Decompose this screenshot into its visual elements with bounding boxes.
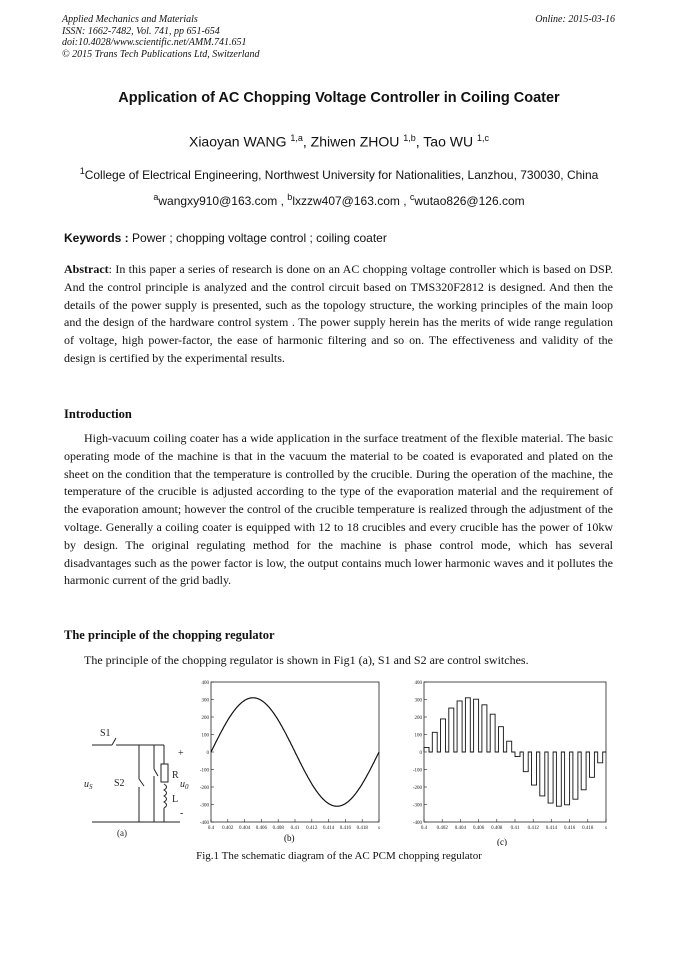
y-tick-label: -100 bbox=[412, 768, 422, 774]
author-name: Xiaoyan WANG bbox=[188, 133, 291, 150]
series-line bbox=[211, 698, 379, 807]
x-tick-label: 0.406 bbox=[255, 826, 268, 831]
y-tick-label: 0 bbox=[419, 751, 422, 756]
x-tick-label: 0.418 bbox=[582, 826, 594, 831]
plot-c bbox=[413, 681, 607, 831]
panel-c-label: (c) bbox=[497, 837, 507, 846]
series-line bbox=[424, 698, 606, 806]
journal-header bbox=[62, 14, 260, 60]
x-tick-label: s bbox=[605, 826, 607, 831]
plot-b bbox=[200, 681, 380, 831]
switch-s1-label: S1 bbox=[100, 728, 111, 739]
x-tick-label: 0.41 bbox=[510, 826, 520, 831]
x-tick-label: 0.414 bbox=[322, 826, 335, 831]
figure-caption: Fig.1 The schematic diagram of the AC PCM chopping regulator bbox=[196, 850, 482, 862]
author-sup: 1,a bbox=[290, 133, 303, 143]
x-tick-label: s bbox=[378, 826, 380, 831]
x-tick-label: 0.4 bbox=[207, 826, 215, 831]
email-list bbox=[0, 192, 678, 208]
email-sup: a bbox=[153, 192, 159, 202]
y-tick-label: 100 bbox=[201, 733, 209, 739]
y-tick-label: -400 bbox=[412, 821, 422, 826]
abstract-text: : In this paper a series of research is done on an AC chopping voltage controller which is based on DSP. And the control principle is analyzed and the control circuit based on TMS320F2812 is designed. And then the details of the power supply is presented, such as the topology structure, the working principles of the main loop and the design of the hardware control system . The power supply herein has the merits of wide range regulation of voltage, high power-factor, the ease of harmonic filtering and so on. The effectiveness and validity of the design is certified by the experimental results. bbox=[64, 262, 613, 365]
author-list bbox=[0, 133, 678, 150]
email: lxzzw407@163.com , bbox=[292, 194, 410, 208]
x-tick-label: 0.402 bbox=[222, 826, 234, 831]
y-tick-label: 100 bbox=[414, 733, 422, 739]
x-tick-label: 0.404 bbox=[454, 826, 467, 831]
x-tick-label: 0.402 bbox=[436, 826, 448, 831]
y-tick-label: -300 bbox=[412, 803, 422, 809]
keywords-label: Keywords : bbox=[64, 231, 133, 245]
figure-1 bbox=[84, 674, 610, 846]
online-date: Online: 2015-03-16 bbox=[535, 14, 615, 25]
source-voltage-label: $u_S$ bbox=[84, 779, 93, 791]
y-tick-label: 300 bbox=[201, 698, 209, 704]
y-tick-label: 400 bbox=[414, 681, 422, 686]
y-tick-label: 0 bbox=[206, 751, 209, 756]
email: wutao826@126.com bbox=[414, 194, 525, 208]
circuit-diagram bbox=[92, 738, 180, 822]
resistor-label: R bbox=[172, 770, 179, 781]
x-tick-label: 0.412 bbox=[527, 826, 539, 831]
issn-line: ISSN: 1662-7482, Vol. 741, pp 651-654 bbox=[62, 25, 220, 37]
x-tick-label: 0.408 bbox=[491, 826, 503, 831]
x-tick-label: 0.416 bbox=[563, 826, 576, 831]
paper-title: Application of AC Chopping Voltage Controller in Coiling Coater bbox=[118, 90, 560, 106]
y-tick-label: 300 bbox=[414, 698, 422, 704]
y-tick-label: -200 bbox=[199, 786, 209, 791]
panel-b-label: (b) bbox=[284, 833, 295, 843]
y-tick-label: -100 bbox=[199, 768, 209, 774]
principle-text: The principle of the chopping regulator is shown in Fig1 (a), S1 and S2 are control switches. bbox=[84, 653, 529, 667]
keywords-text: Power ; chopping voltage control ; coiling coater bbox=[132, 231, 387, 245]
affiliation-text: College of Electrical Engineering, Northwest University for Nationalities, Lanzhou, 730030, China bbox=[84, 168, 599, 182]
plus-label: + bbox=[178, 748, 184, 759]
abstract bbox=[64, 261, 613, 368]
author-name: , Tao WU bbox=[415, 133, 477, 150]
y-tick-label: -400 bbox=[199, 821, 209, 826]
section-heading-principle: The principle of the chopping regulator bbox=[64, 628, 275, 642]
y-tick-label: 400 bbox=[201, 681, 209, 686]
inductor-label: L bbox=[172, 794, 179, 805]
y-tick-label: -300 bbox=[199, 803, 209, 809]
x-tick-label: 0.412 bbox=[306, 826, 318, 831]
doi-line: doi:10.4028/www.scientific.net/AMM.741.651 bbox=[62, 37, 247, 48]
x-tick-label: 0.408 bbox=[272, 826, 284, 831]
author-sup: 1,c bbox=[476, 133, 489, 143]
minus-label: - bbox=[180, 808, 184, 819]
section-heading-introduction: Introduction bbox=[64, 407, 132, 421]
x-tick-label: 0.418 bbox=[356, 826, 368, 831]
email-sup: b bbox=[287, 192, 293, 202]
y-tick-label: 200 bbox=[201, 716, 209, 721]
x-tick-label: 0.414 bbox=[545, 826, 558, 831]
introduction-text: High-vacuum coiling coater has a wide application in the surface treatment of the flexible material. The basic operating mode of the machine is that in the vacuum the material to be coated is evaporated and plated on the sheet on the condition that the temperature is controlled by the crucible. During the operation of the machine, the temperature of the crucible is adjusted according to the type of the evaporation material and the requirement of the evaporation amount; however the control of the crucible temperature is realized through the adjustment of the voltage. Generally a coiling coater is equipped with 12 to 18 crucibles and every crucible has the power of 10kw by design. The original regulating method for the machine is phase control mode, which has several disadvantages such as the power factor is low, the output contains much lower harmonic waves and it pollutes the harmonic current of the grid badly. bbox=[64, 431, 613, 588]
copyright-line: © 2015 Trans Tech Publications Ltd, Switzerland bbox=[62, 48, 260, 60]
x-tick-label: 0.404 bbox=[238, 826, 251, 831]
affiliation bbox=[0, 166, 678, 182]
author-sup: 1,b bbox=[403, 133, 416, 143]
affiliation-sup: 1 bbox=[79, 166, 85, 176]
x-tick-label: 0.406 bbox=[472, 826, 485, 831]
y-tick-label: 200 bbox=[414, 716, 422, 721]
email: wangxy910@163.com , bbox=[158, 194, 288, 208]
y-tick-label: -200 bbox=[412, 786, 422, 791]
panel-a-label: (a) bbox=[117, 828, 127, 838]
switch-s2-label: S2 bbox=[114, 778, 125, 789]
abstract-label: Abstract bbox=[64, 262, 109, 276]
keywords bbox=[64, 231, 387, 245]
output-voltage-label: $u_0$ bbox=[180, 779, 189, 791]
author-name: , Zhiwen ZHOU bbox=[302, 133, 404, 150]
x-tick-label: 0.4 bbox=[420, 826, 428, 831]
x-tick-label: 0.41 bbox=[290, 826, 300, 831]
x-tick-label: 0.416 bbox=[339, 826, 352, 831]
journal-name: Applied Mechanics and Materials bbox=[62, 14, 198, 25]
email-sup: c bbox=[409, 192, 415, 202]
